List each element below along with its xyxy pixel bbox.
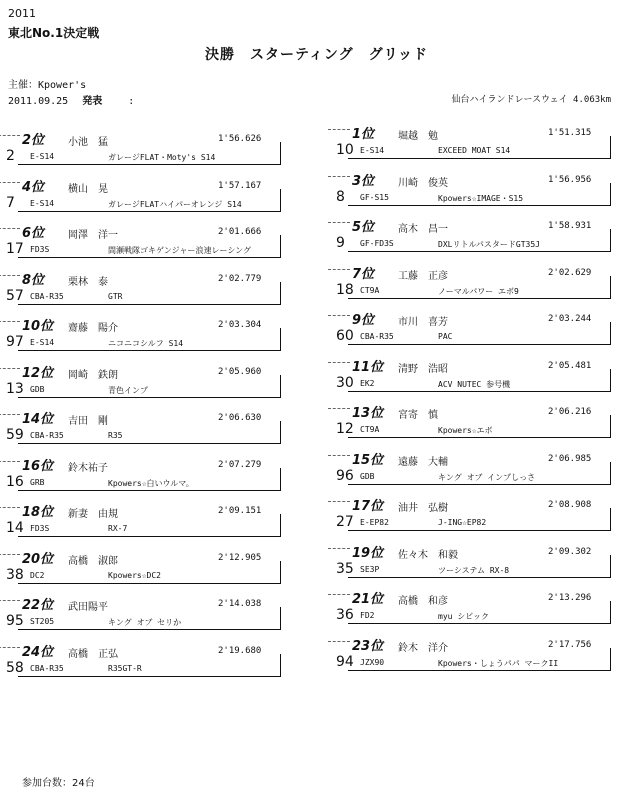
car-number: 16 [6, 473, 24, 490]
grid-position: 2位 [22, 133, 45, 148]
team-name: キング オブ インプしっさ [438, 472, 536, 482]
car-number: 36 [336, 607, 354, 623]
car-number: 57 [6, 287, 24, 304]
grid-position: 24位 [22, 644, 54, 660]
team-name: ACV NUTEC 参号機 [438, 379, 511, 389]
car-model: CBA-R35 [360, 332, 394, 341]
grid-position: 11位 [352, 359, 384, 375]
grid-entry [336, 263, 610, 309]
team-name: myu シビック [438, 612, 489, 621]
driver-name: 鈴木 洋介 [398, 642, 448, 654]
qualifying-time: 2'03.304 [218, 320, 262, 330]
dash-line [0, 275, 20, 276]
car-number: 97 [6, 334, 24, 350]
event-name: 東北No.1決定戦 [8, 26, 100, 40]
grid-position: 5位 [352, 220, 375, 235]
colon-mark: : [128, 96, 135, 107]
team-name: EXCEED MOAT S14 [438, 146, 511, 155]
car-number: 8 [336, 188, 345, 205]
driver-name: 清野 浩昭 [398, 363, 448, 375]
grid-entry [336, 495, 610, 541]
dash-line [0, 321, 20, 322]
car-number: 10 [336, 142, 354, 158]
car-number: 7 [6, 194, 15, 211]
qualifying-time: 2'02.629 [548, 267, 592, 278]
team-name: R35GT-R [108, 663, 142, 673]
grid-entry [336, 635, 610, 681]
entry-bracket [18, 514, 281, 537]
driver-name: 新妻 由規 [68, 509, 118, 520]
driver-name: 高橋 和彦 [398, 596, 448, 607]
driver-name: 市川 喜芳 [398, 317, 448, 328]
driver-name: 油井 弘樹 [398, 503, 448, 514]
car-number: 60 [336, 328, 354, 344]
car-model: E-S14 [360, 146, 385, 155]
car-model: GF-S15 [360, 192, 389, 202]
grid-entry [6, 269, 280, 315]
driver-name: 遠藤 大輔 [398, 456, 448, 468]
driver-name: 小池 猛 [68, 137, 108, 148]
grid-entry [6, 176, 280, 222]
date-value: 2011.09.25 [8, 96, 69, 107]
qualifying-time: 2'12.905 [218, 552, 262, 563]
dash-line [328, 548, 350, 549]
driver-name: 栗林 泰 [68, 276, 108, 288]
driver-name: 川崎 俊英 [398, 177, 448, 189]
car-model: JZX90 [360, 657, 385, 667]
qualifying-time: 2'01.666 [218, 227, 262, 237]
driver-name: 吉田 剛 [68, 416, 108, 427]
dash-line [0, 647, 20, 648]
driver-name: 宮寄 慎 [398, 410, 438, 421]
grid-position: 19位 [352, 545, 384, 561]
car-model: CT9A [360, 285, 380, 295]
car-model: FD2 [360, 611, 375, 620]
team-name: ニコニコシルフ S14 [108, 339, 184, 348]
grid-entry [6, 594, 280, 640]
qualifying-time: 2'09.302 [548, 546, 592, 557]
team-name: Kpowers☆白いウルマ。 [108, 478, 194, 488]
car-model: EK2 [360, 378, 375, 388]
team-name: GTR [108, 291, 123, 301]
qualifying-time: 2'06.630 [218, 413, 262, 423]
grid-position: 12位 [22, 365, 54, 381]
grid-entry [336, 449, 610, 495]
qualifying-time: 2'05.960 [218, 366, 262, 377]
driver-name: 高橋 正弘 [68, 648, 118, 660]
dash-line [0, 507, 20, 508]
car-model: CT9A [360, 425, 380, 434]
dash-line [328, 269, 350, 270]
team-name: 青色インプ [108, 385, 148, 395]
grid-position: 8位 [22, 272, 45, 288]
grid-entry [336, 216, 610, 262]
qualifying-time: 2'09.151 [218, 506, 262, 516]
driver-name: 堀越 勉 [398, 131, 438, 142]
team-name: ツーシステム RX-8 [438, 565, 510, 575]
car-number: 58 [6, 659, 24, 676]
car-model: E-S14 [30, 338, 55, 347]
driver-name: 岡澤 洋一 [68, 230, 118, 241]
qualifying-time: 1'51.315 [548, 128, 592, 138]
venue-label: 仙台ハイランドレースウェイ 4.063km [451, 95, 611, 105]
car-number: 94 [336, 653, 354, 670]
car-number: 38 [6, 566, 24, 583]
qualifying-time: 2'13.296 [548, 593, 592, 603]
team-name: ガレージFLAT・Moty's S14 [108, 153, 216, 162]
grid-entry [6, 408, 280, 454]
car-model: ST205 [30, 617, 55, 626]
car-number: 9 [336, 235, 345, 251]
dash-line [328, 176, 350, 177]
grid-position: 14位 [22, 412, 54, 427]
car-model: E-S14 [30, 198, 55, 208]
car-number: 18 [336, 281, 354, 298]
team-name: Kpowers☆DC2 [108, 570, 161, 580]
qualifying-time: 2'06.216 [548, 407, 592, 417]
grid-entry [6, 362, 280, 408]
dash-line [328, 501, 350, 502]
grid-entry [6, 455, 280, 501]
qualifying-time: 1'56.626 [218, 134, 262, 144]
car-model: GDB [360, 471, 375, 481]
car-number: 2 [6, 148, 15, 164]
team-name: ノーマルパワー エボ9 [438, 286, 519, 296]
team-name: J-ING☆EP82 [438, 518, 487, 527]
grid-position: 22位 [22, 598, 54, 613]
qualifying-time: 1'58.931 [548, 221, 592, 231]
date-line [8, 92, 134, 107]
driver-name: 岡崎 鉄朗 [68, 369, 118, 381]
driver-name: 佐々木 和毅 [398, 549, 458, 561]
car-number: 17 [6, 241, 24, 257]
car-number: 35 [336, 560, 354, 577]
car-model: CBA-R35 [30, 291, 64, 301]
driver-name: 高木 昌一 [398, 224, 448, 235]
qualifying-time: 2'07.279 [218, 459, 262, 470]
dash-line [0, 600, 20, 601]
team-name: DXLリトルパスタードGT35J [438, 240, 540, 249]
team-name: PAC [438, 332, 453, 341]
qualifying-time: 1'56.956 [548, 174, 592, 185]
dash-line [0, 554, 20, 555]
dash-line [328, 594, 350, 595]
dash-line [0, 461, 20, 462]
dash-line [0, 228, 20, 229]
car-number: 12 [336, 421, 354, 437]
dash-line [328, 362, 350, 363]
car-model: GDB [30, 384, 45, 394]
driver-name: 横山 晃 [68, 183, 108, 195]
dash-line [328, 222, 350, 223]
grid-entry [336, 588, 610, 634]
qualifying-time: 2'03.244 [548, 314, 592, 324]
dash-line [0, 135, 20, 136]
team-name: RX-7 [108, 524, 128, 533]
grid-entry [6, 315, 280, 361]
grid-position: 21位 [352, 592, 384, 607]
dash-line [328, 129, 350, 130]
team-name: ガレージFLATハイパーオレンジ S14 [108, 199, 242, 209]
grid-position: 9位 [352, 313, 375, 328]
car-number: 30 [336, 374, 354, 391]
grid-position: 13位 [352, 406, 384, 421]
grid-position: 7位 [352, 266, 375, 282]
grid-entry [6, 641, 280, 687]
grid-entry [336, 170, 610, 216]
grid-entry [336, 356, 610, 402]
team-name: R35 [108, 431, 123, 440]
grid-position: 6位 [22, 226, 45, 241]
team-name: 間瀬戦隊ゴキゲンジャー浪速レーシング [108, 246, 251, 255]
car-model: GRB [30, 477, 45, 487]
published-label: 発表 [82, 96, 103, 107]
grid-entry [336, 402, 610, 448]
car-number: 59 [6, 427, 24, 443]
team-name: Kpowers・しょうパパ マークII [438, 658, 559, 668]
car-model: E-S14 [30, 152, 55, 161]
grid-entry [336, 123, 610, 169]
grid-position: 16位 [22, 458, 54, 474]
dash-line [0, 414, 20, 415]
grid-entry [336, 309, 610, 355]
car-number: 27 [336, 514, 354, 530]
organizer-label: 主催：Kpower's [8, 80, 87, 91]
car-number: 14 [6, 520, 24, 536]
dash-line [328, 641, 350, 642]
qualifying-time: 2'06.985 [548, 453, 592, 464]
qualifying-time: 2'17.756 [548, 639, 592, 650]
dash-line [0, 368, 20, 369]
grid-position: 10位 [22, 319, 54, 334]
grid-entry [6, 129, 280, 175]
driver-name: 齋藤 陽介 [68, 323, 118, 334]
dash-line [328, 315, 350, 316]
grid-entry [6, 501, 280, 547]
car-model: DC2 [30, 570, 45, 580]
qualifying-time: 2'02.779 [218, 273, 262, 284]
entry-bracket [18, 375, 281, 398]
car-number: 96 [336, 467, 354, 484]
entry-count: 参加台数：24台 [22, 778, 95, 789]
grid-entry [6, 548, 280, 594]
qualifying-time: 2'05.481 [548, 360, 592, 371]
driver-name: 武田陽平 [68, 602, 108, 613]
car-model: GF-FD3S [360, 239, 394, 248]
team-name: Kpowers☆エボ [438, 426, 493, 435]
grid-position: 15位 [352, 452, 384, 468]
grid-entry [6, 222, 280, 268]
car-model: CBA-R35 [30, 431, 64, 440]
car-model: E-EP82 [360, 518, 389, 527]
car-number: 95 [6, 613, 24, 629]
grid-position: 17位 [352, 499, 384, 514]
year-label: 2011 [8, 7, 36, 20]
grid-position: 1位 [352, 127, 375, 142]
page-title: 決勝 スターティング グリッド [204, 47, 429, 63]
driver-name: 鈴木祐子 [68, 462, 108, 474]
car-model: FD3S [30, 245, 50, 254]
dash-line [328, 408, 350, 409]
qualifying-time: 2'08.908 [548, 500, 592, 510]
qualifying-time: 1'57.167 [218, 180, 262, 191]
team-name: Kpowers☆IMAGE・S15 [438, 193, 524, 203]
grid-position: 4位 [22, 179, 45, 195]
dash-line [0, 182, 20, 183]
driver-name: 高橋 淑郎 [68, 555, 118, 567]
qualifying-time: 2'14.038 [218, 599, 262, 609]
qualifying-time: 2'19.680 [218, 645, 262, 656]
team-name: キング オブ セリか [108, 618, 182, 627]
grid-position: 20位 [22, 551, 54, 567]
grid-entry [336, 542, 610, 588]
driver-name: 工藤 正彦 [398, 270, 448, 282]
car-model: FD3S [30, 524, 50, 533]
dash-line [328, 455, 350, 456]
grid-position: 23位 [352, 638, 384, 654]
car-model: SE3P [360, 564, 380, 574]
car-number: 13 [6, 380, 24, 397]
grid-position: 18位 [22, 505, 54, 520]
grid-position: 3位 [352, 173, 375, 189]
car-model: CBA-R35 [30, 663, 64, 673]
